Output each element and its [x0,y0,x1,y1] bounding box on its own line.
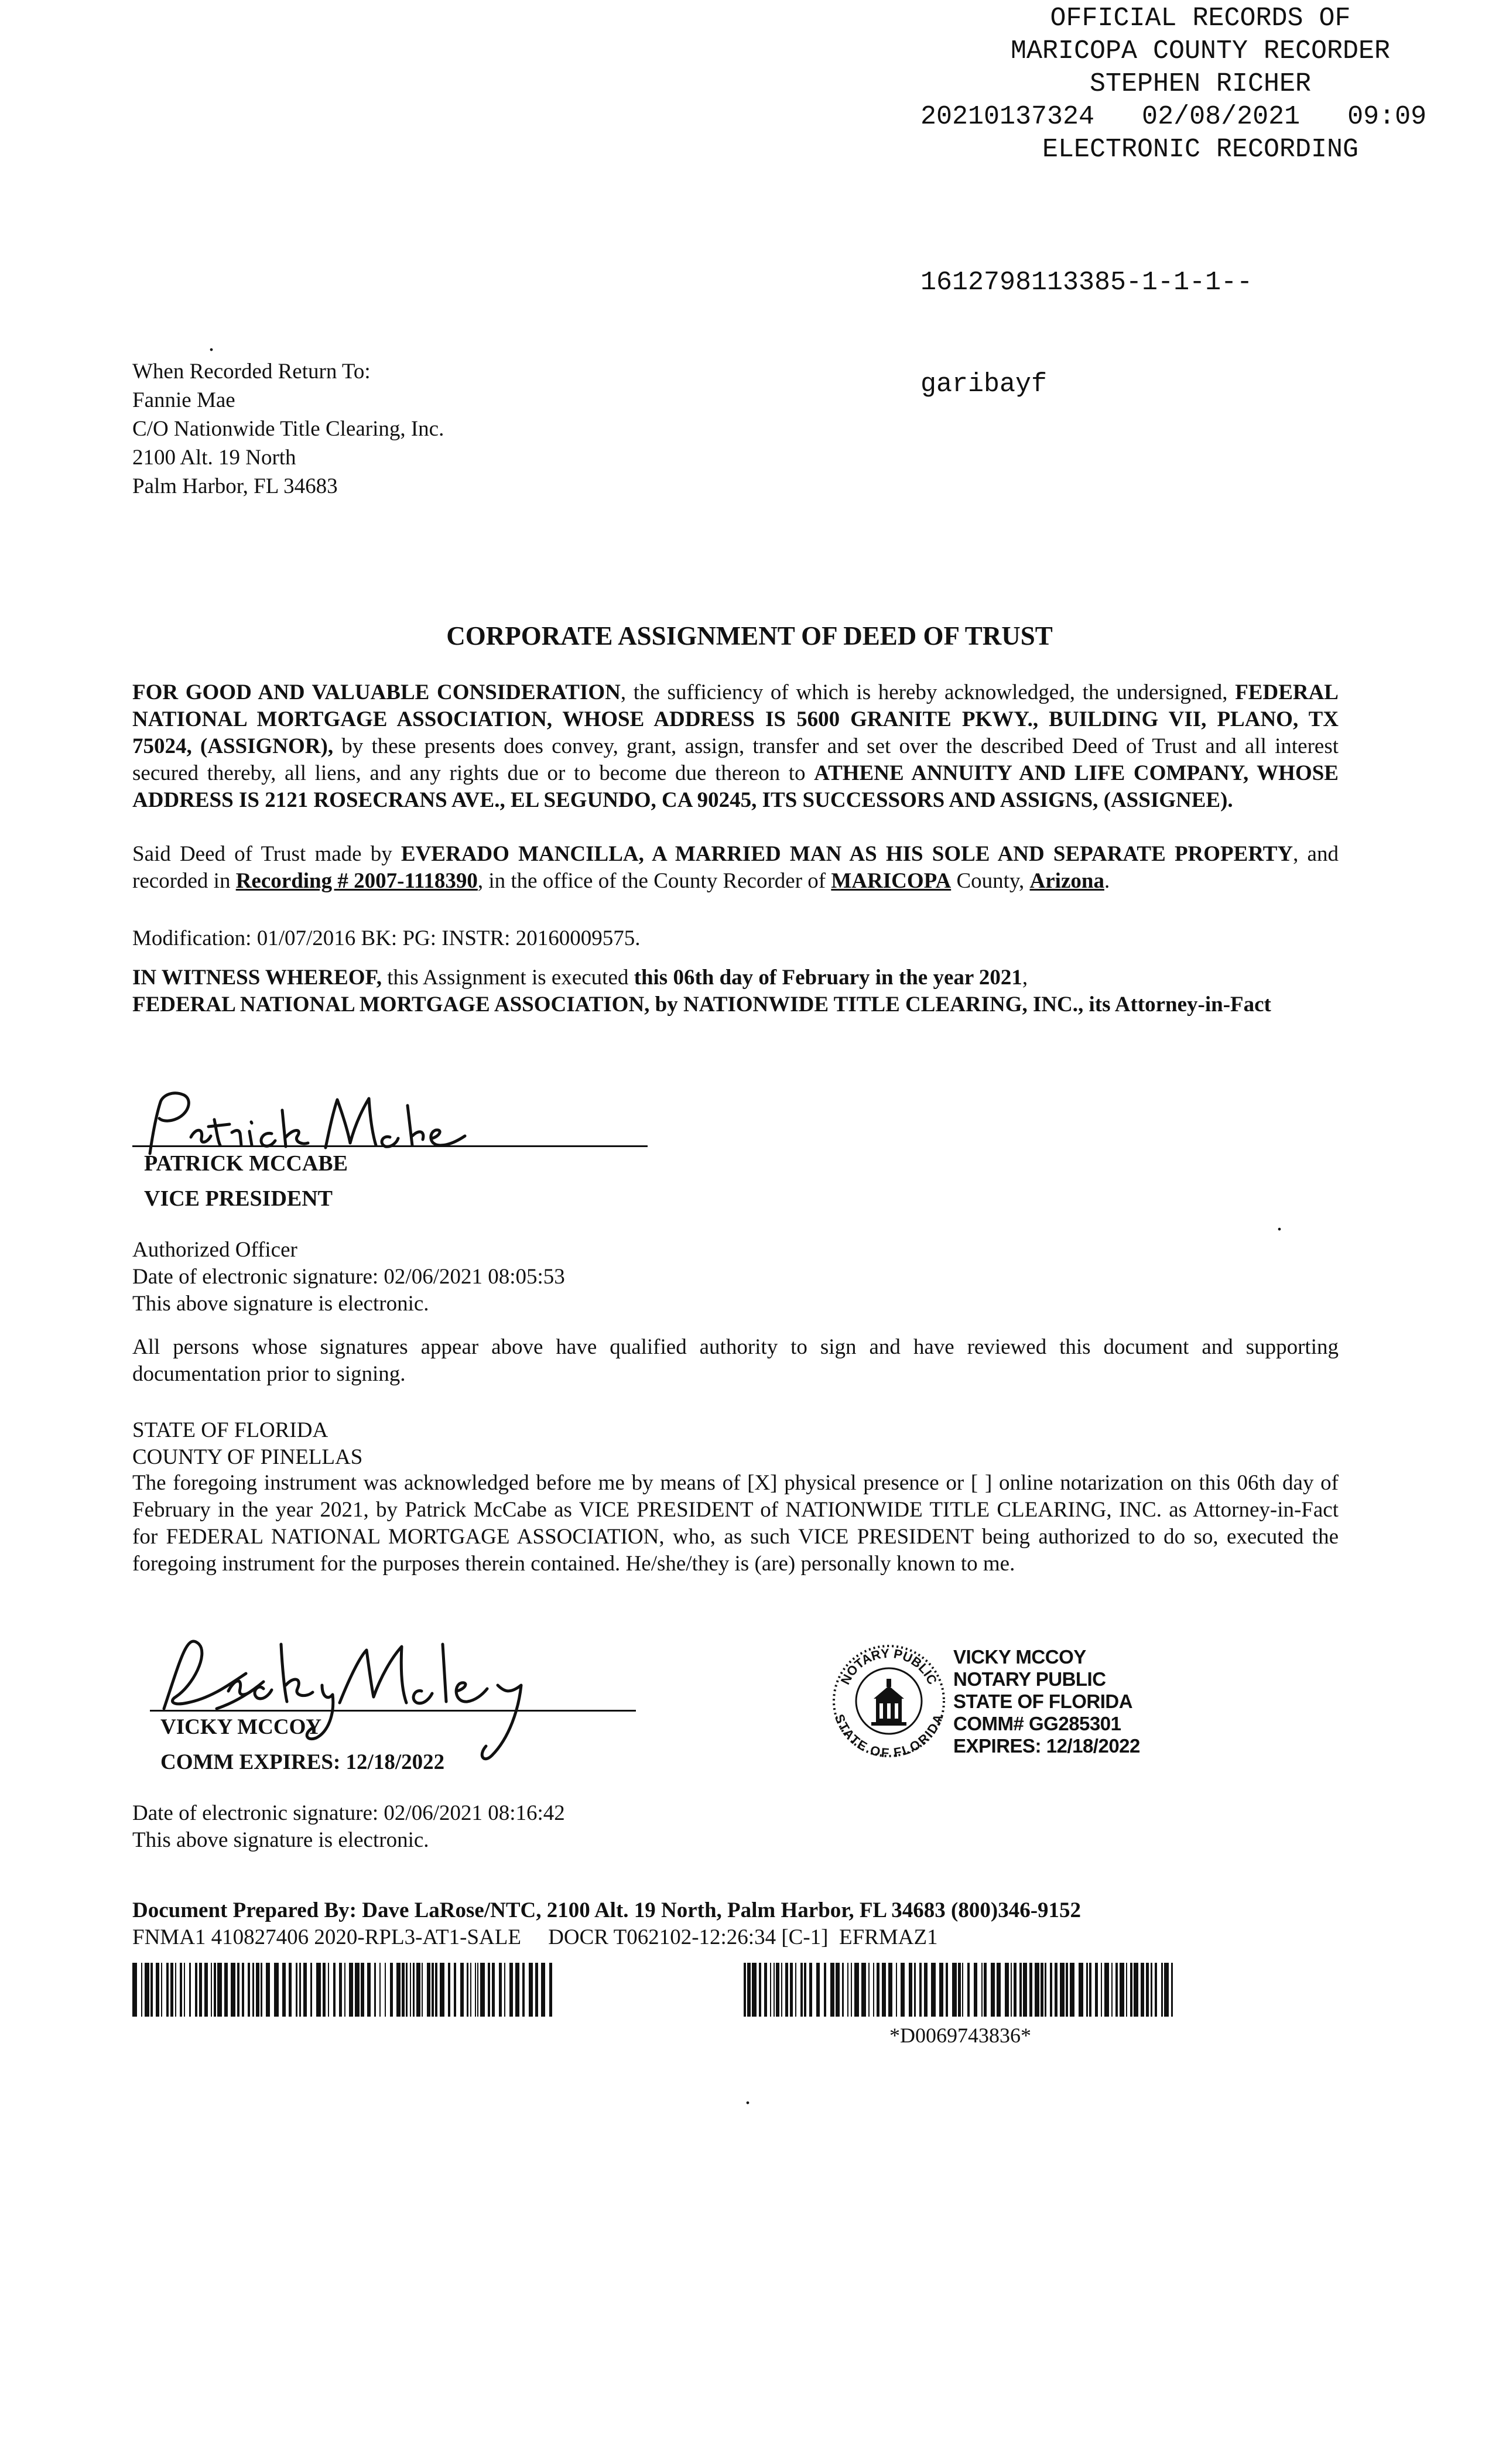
stray-mark: . [745,2083,751,2109]
return-care-of: C/O Nationwide Title Clearing, Inc. [132,417,444,441]
stray-mark: . [1276,1209,1282,1236]
recorder-line-5: ELECTRONIC RECORDING [1042,135,1359,165]
return-heading: When Recorded Return To: [132,360,371,384]
notary-esig-note: This above signature is electronic. [132,1828,429,1852]
seal-state: STATE OF FLORIDA [953,1690,1133,1712]
county-name: MARICOPA [831,869,952,893]
consideration-lead: FOR GOOD AND VALUABLE CONSIDERATION [132,680,621,704]
barcode-right [744,1963,1177,2017]
acknowledgment-paragraph: The foregoing instrument was acknowledged before me by means of [X] physical presence or [ ] online notarization on this 06th day of February in the year 2021, by Patrick McCabe as VICE PRESIDENT of NATIONWIDE TITLE CLEARING, INC. as Attorney-in-Fact for FEDERAL NATIONAL MORTGAGE ASSOCIATION, who, as such VICE PRESIDENT being authorized to do so, executed the foregoing instrument for the purposes therein contained. He/she/they is (are) personally known to me. [132,1471,1339,1576]
seal-notary-public: NOTARY PUBLIC [953,1668,1106,1690]
execution-date: this 06th day of February in the year 2021 [634,966,1022,990]
seal-text [953,1646,1140,1757]
modification-line: Modification: 01/07/2016 BK: PG: INSTR: 20160009575. [132,926,641,950]
venue-state: STATE OF FLORIDA [132,1418,328,1442]
deed-text-4: County, [951,869,1030,893]
witness-lead: IN WITNESS WHEREOF, [132,966,382,990]
seal-notary-name: VICKY MCCOY [953,1646,1086,1668]
recording-reference-line-2: garibayf [920,369,1048,399]
signer-title: VICE PRESIDENT [144,1186,333,1211]
barcode-left [132,1963,554,2017]
notary-name: VICKY MCCOY [160,1715,322,1739]
deed-text-2: , and recorded in [132,842,1339,893]
recording-number: Recording # 2007-1118390 [235,869,478,893]
recording-reference-line-1: 1612798113385-1-1-1-- [920,268,1253,297]
consideration-text-1: , the sufficiency of which is hereby acknowledged, the undersigned, [620,680,1236,704]
florida-seal-icon [830,1642,947,1760]
recording-number-line: 20210137324 02/08/2021 09:09 [920,102,1427,132]
recorder-stamp [913,2,1487,166]
recorder-line-1: OFFICIAL RECORDS OF [1050,4,1351,33]
stray-mark: . [208,330,214,356]
deed-text-1: Said Deed of Trust made by [132,842,401,866]
seal-expires: EXPIRES: 12/18/2022 [953,1735,1140,1757]
state-name: Arizona [1029,869,1104,893]
signer-name: PATRICK MCCABE [144,1151,348,1176]
consideration-text-2: by these presents does convey, grant, assign, transfer and set over the described Deed of Trust and all interest secured thereby, all liens, and any rights due or to become due thereon to [132,734,1339,785]
signer-signature-line [132,1145,648,1147]
seal-ring-top: NOTARY PUBLIC [837,1645,940,1687]
deed-text-3: , in the office of the County Recorder of [477,869,831,893]
recorder-line-2: MARICOPA COUNTY RECORDER [1010,36,1391,66]
consideration-paragraph [132,679,1339,814]
recorder-line-3: STEPHEN RICHER [1089,69,1312,99]
document-title: CORPORATE ASSIGNMENT OF DEED OF TRUST [446,621,1053,651]
authorization-block [132,1237,565,1317]
deed-paragraph [132,841,1339,895]
signer-esig-date: Date of electronic signature: 02/06/2021 08:05:53 [132,1265,565,1289]
return-address-block [132,357,444,501]
signer-esig-note: This above signature is electronic. [132,1292,429,1316]
seal-commission-number: COMM# GG285301 [953,1713,1121,1734]
witness-paragraph [132,964,1339,1018]
prepared-by: Document Prepared By: Dave LaRose/NTC, 2100 Alt. 19 North, Palm Harbor, FL 34683 (800)346-9152 [132,1898,1082,1922]
return-city: Palm Harbor, FL 34683 [132,474,338,498]
witness-text-2: , [1022,966,1028,990]
document-references: FNMA1 410827406 2020-RPL3-AT1-SALE DOCR T062102-12:26:34 [C-1] EFRMAZ1 [132,1925,938,1949]
borrower: EVERADO MANCILLA, A MARRIED MAN AS HIS SOLE AND SEPARATE PROPERTY [401,842,1293,866]
venue-block [132,1417,362,1471]
seal-ring-bottom: STATE OF FLORIDA [831,1712,946,1760]
notary-esig-block [132,1800,565,1854]
witness-entity: FEDERAL NATIONAL MORTGAGE ASSOCIATION, by NATIONWIDE TITLE CLEARING, INC., its Attorney-in-Fact [132,993,1271,1017]
return-street: 2100 Alt. 19 North [132,446,296,470]
persons-statement: All persons whose signatures appear above have qualified authority to sign and have reviewed this document and supporting documentation prior to signing. [132,1335,1339,1386]
authorized-officer-label: Authorized Officer [132,1238,297,1262]
assignor: FEDERAL NATIONAL MORTGAGE ASSOCIATION, WHOSE ADDRESS IS 5600 GRANITE PKWY., BUILDING VII, PLANO, TX 75024, (ASSIGNOR), [132,680,1339,758]
return-name: Fannie Mae [132,388,235,412]
barcode-right-caption: *D0069743836* [889,2024,1031,2047]
notary-esig-date: Date of electronic signature: 02/06/2021 08:16:42 [132,1801,565,1825]
witness-text-1: this Assignment is executed [382,966,634,990]
notary-signature-line [150,1710,636,1712]
notary-seal [830,1642,1310,1760]
deed-text-5: . [1104,869,1110,893]
recording-reference [920,198,1252,436]
venue-county: COUNTY OF PINELLAS [132,1445,363,1469]
assignee: ATHENE ANNUITY AND LIFE COMPANY, WHOSE ADDRESS IS 2121 ROSECRANS AVE., EL SEGUNDO, CA 90245, ITS SUCCESSORS AND ASSIGNS, (ASSIGNEE). [132,761,1339,812]
notary-commission-expires: COMM EXPIRES: 12/18/2022 [160,1750,445,1774]
